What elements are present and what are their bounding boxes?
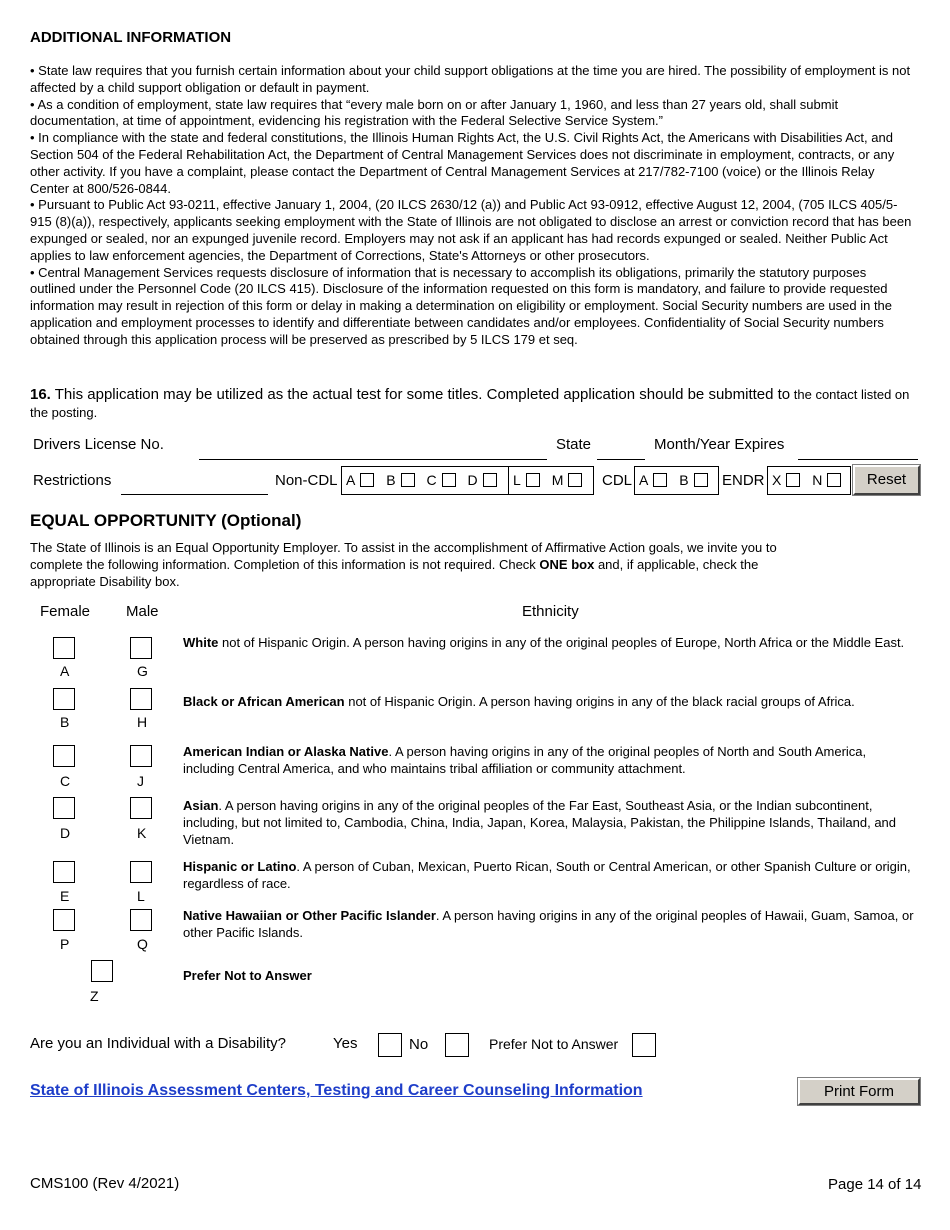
female-d-checkbox[interactable]	[53, 797, 75, 819]
drivers-license-input[interactable]	[199, 459, 547, 460]
ethnicity-hispanic-title: Hispanic or Latino	[183, 859, 297, 874]
prefer-not-z-checkbox[interactable]	[91, 960, 113, 982]
ethnicity-column-header: Ethnicity	[522, 603, 579, 620]
male-q-letter: Q	[137, 936, 148, 952]
ethnicity-pacific-islander	[183, 907, 918, 941]
bullet-selective-service: • As a condition of employment, state law requires that “every male born on or after January 1, 1960, and less than 27 years old, shall submit documentation, at time of appointment, evidencing his registration with the Federal Selective Service System.”	[30, 96, 839, 129]
male-g-letter: G	[137, 663, 148, 679]
cdl-b-checkbox[interactable]	[694, 473, 708, 487]
female-e-letter: E	[60, 888, 70, 904]
bullet-child-support: • State law requires that you furnish certain information about your child support obligations at the time you are hired. The possibility of employment is not affected by a child support obligation or default in payment.	[30, 63, 911, 95]
male-q-checkbox[interactable]	[130, 909, 152, 931]
prefer-not-z-letter: Z	[90, 988, 99, 1004]
ethnicity-american-indian-desc: . A person having origins in any of the original peoples of North and South America, including Central America, and who maintains tribal affiliation or community attachment.	[183, 744, 867, 776]
noncdl-group-2	[508, 466, 594, 495]
ethnicity-white-desc: not of Hispanic Origin. A person having origins in any of the original peoples of Europe, North Africa or the Middle East.	[218, 635, 905, 650]
assessment-centers-link-wrap	[30, 1082, 643, 1100]
assessment-centers-link[interactable]: State of Illinois Assessment Centers, Testing and Career Counseling Information	[30, 1082, 643, 1099]
additional-info-text	[30, 63, 915, 349]
endr-group	[767, 466, 851, 495]
endr-x-label: X	[772, 472, 782, 488]
ethnicity-white-title: White	[183, 635, 219, 650]
restrictions-input[interactable]	[121, 494, 268, 495]
male-h-checkbox[interactable]	[130, 688, 152, 710]
noncdl-label: Non-CDL	[275, 472, 338, 489]
female-e-checkbox[interactable]	[53, 861, 75, 883]
eeo-title: EQUAL OPPORTUNITY (Optional)	[30, 511, 302, 530]
eeo-intro-text-1: The State of Illinois is an Equal Opportunity Employer. To assist in the accomplishment of Affirmative Action goals, we invite you to complete the following information. Completion of this information is not required. Check	[30, 540, 777, 572]
female-c-letter: C	[60, 773, 71, 789]
bullet-expunged-records: • Pursuant to Public Act 93-0211, effective January 1, 2004, (20 ILCS 2630/12 (a)) and Public Act 93-0912, effective August 12, 2004, (705 ILCS 405/5-915 (8)(a)), respectively, applicants seeking employment with the State of Illinois are not obligated to disclose an arrest or conviction record that has been expunged or sealed, nor an expunged juvenile record. Employers may not ask if an applicant has had records expunged or sealed. Neither Public Act applies to law enforcement agencies, the Department of Corrections, State's Attorneys or other prosecutors.	[30, 197, 912, 263]
state-label: State	[556, 436, 592, 453]
noncdl-l-label: L	[513, 472, 521, 488]
noncdl-d-label: D	[467, 472, 478, 488]
male-l-checkbox[interactable]	[130, 861, 152, 883]
female-a-letter: A	[60, 663, 70, 679]
male-j-checkbox[interactable]	[130, 745, 152, 767]
cdl-b-label: B	[679, 472, 689, 488]
noncdl-b-checkbox[interactable]	[401, 473, 415, 487]
ethnicity-white	[183, 634, 918, 651]
cdl-a-checkbox[interactable]	[653, 473, 667, 487]
restrictions-label: Restrictions	[33, 472, 112, 489]
section-16	[30, 386, 920, 422]
ethnicity-pacific-islander-title: Native Hawaiian or Other Pacific Islander	[183, 908, 436, 923]
eeo-intro	[30, 540, 805, 590]
ethnicity-asian-title: Asian	[183, 798, 219, 813]
form-id: CMS100 (Rev 4/2021)	[30, 1175, 180, 1192]
endr-label: ENDR	[722, 472, 765, 489]
eeo-intro-text-2: and, if applicable, check the appropriate Disability box.	[30, 556, 759, 589]
male-j-letter: J	[137, 773, 144, 789]
disability-no-label: No	[409, 1036, 429, 1053]
noncdl-l-checkbox[interactable]	[526, 473, 540, 487]
expires-input[interactable]	[798, 459, 918, 460]
ethnicity-american-indian	[183, 743, 918, 777]
print-form-button[interactable]: Print Form	[798, 1078, 920, 1105]
ethnicity-black	[183, 693, 918, 710]
noncdl-a-label: A	[346, 472, 356, 488]
ethnicity-hispanic	[183, 858, 918, 892]
male-h-letter: H	[137, 714, 148, 730]
disability-no-checkbox[interactable]	[445, 1033, 469, 1057]
female-column-header: Female	[40, 603, 91, 620]
endr-x-checkbox[interactable]	[786, 473, 800, 487]
noncdl-d-checkbox[interactable]	[483, 473, 497, 487]
eeo-intro-bold: ONE box	[539, 556, 595, 572]
page-number: Page 14 of 14	[828, 1176, 922, 1193]
noncdl-c-label: C	[426, 472, 437, 488]
noncdl-group-1	[341, 466, 509, 495]
ethnicity-american-indian-title: American Indian or Alaska Native	[183, 744, 389, 759]
female-p-letter: P	[60, 936, 70, 952]
noncdl-c-checkbox[interactable]	[442, 473, 456, 487]
female-c-checkbox[interactable]	[53, 745, 75, 767]
disability-prefer-label: Prefer Not to Answer	[489, 1036, 619, 1052]
noncdl-m-label: M	[551, 472, 564, 488]
additional-info-title: ADDITIONAL INFORMATION	[30, 29, 232, 46]
female-d-letter: D	[60, 825, 71, 841]
expires-label: Month/Year Expires	[654, 436, 785, 453]
female-p-checkbox[interactable]	[53, 909, 75, 931]
reset-button[interactable]: Reset	[853, 465, 920, 495]
cdl-label: CDL	[602, 472, 633, 489]
bullet-nondiscrimination: • In compliance with the state and federal constitutions, the Illinois Human Rights Act, the U.S. Civil Rights Act, the Americans with Disabilities Act, and Section 504 of the Federal Rehabilitation Act, the Department of Central Management Services does not discriminate in employment, contracts, or any other activity. If you have a complaint, please contact the Department of Central Management Services at 217/782-7100 (voice) or the Illinois Relay Center at 800/526-0844.	[30, 130, 895, 196]
disability-yes-label: Yes	[333, 1035, 358, 1052]
ethnicity-asian-desc: . A person having origins in any of the original peoples of the Far East, Southeast Asia, or the Indian subcontinent, including, but not limited to, Cambodia, China, India, Japan, Korea, Malaysia, Pakistan, the Philippine Islands, Thailand, and Vietnam.	[183, 798, 897, 847]
ethnicity-black-title: Black or African American	[183, 694, 345, 709]
prefer-not-label: Prefer Not to Answer	[183, 968, 312, 983]
section-16-number: 16.	[30, 386, 51, 403]
cdl-group	[634, 466, 719, 495]
bullet-disclosure: • Central Management Services requests disclosure of information that is necessary to accomplish its obligations, primarily the statutory purposes outlined under the Personnel Code (20 ILCS 415). Disclosure of the information requested on this form is mandatory, and failure to provide requested information may result in rejection of this form or delay in making a determination on eligibility or employment. Social Security numbers are used in the application and employment processes to identify and differentiate between candidates and/or employees. Confidentiality of Social Security numbers obtained through this application process will be preserved as prescribed by 5 ILCS 179 et seq.	[30, 264, 893, 347]
drivers-license-label: Drivers License No.	[33, 436, 164, 453]
section-16-text: This application may be utilized as the actual test for some titles. Completed application should be submitted to	[50, 386, 791, 403]
male-k-letter: K	[137, 825, 147, 841]
endr-n-checkbox[interactable]	[827, 473, 841, 487]
ethnicity-asian	[183, 797, 918, 848]
noncdl-a-checkbox[interactable]	[360, 473, 374, 487]
female-a-checkbox[interactable]	[53, 637, 75, 659]
noncdl-m-checkbox[interactable]	[568, 473, 582, 487]
endr-n-label: N	[812, 472, 823, 488]
disability-question: Are you an Individual with a Disability?	[30, 1035, 286, 1052]
male-g-checkbox[interactable]	[130, 637, 152, 659]
state-input[interactable]	[597, 459, 645, 460]
male-k-checkbox[interactable]	[130, 797, 152, 819]
cdl-a-label: A	[639, 472, 649, 488]
disability-yes-checkbox[interactable]	[378, 1033, 402, 1057]
male-column-header: Male	[126, 603, 159, 620]
female-b-checkbox[interactable]	[53, 688, 75, 710]
section-16-text-small: the contact listed on the posting.	[30, 387, 910, 420]
ethnicity-pacific-islander-desc: . A person having origins in any of the original peoples of Hawaii, Guam, Samoa, or other Pacific Islands.	[183, 908, 914, 940]
ethnicity-black-desc: not of Hispanic Origin. A person having origins in any of the black racial groups of Africa.	[344, 694, 855, 709]
ethnicity-hispanic-desc: . A person of Cuban, Mexican, Puerto Rican, South or Central American, or other Spanish Culture or origin, regardless of race.	[183, 859, 911, 891]
noncdl-b-label: B	[386, 472, 396, 488]
male-l-letter: L	[137, 888, 145, 904]
female-b-letter: B	[60, 714, 70, 730]
disability-prefer-checkbox[interactable]	[632, 1033, 656, 1057]
